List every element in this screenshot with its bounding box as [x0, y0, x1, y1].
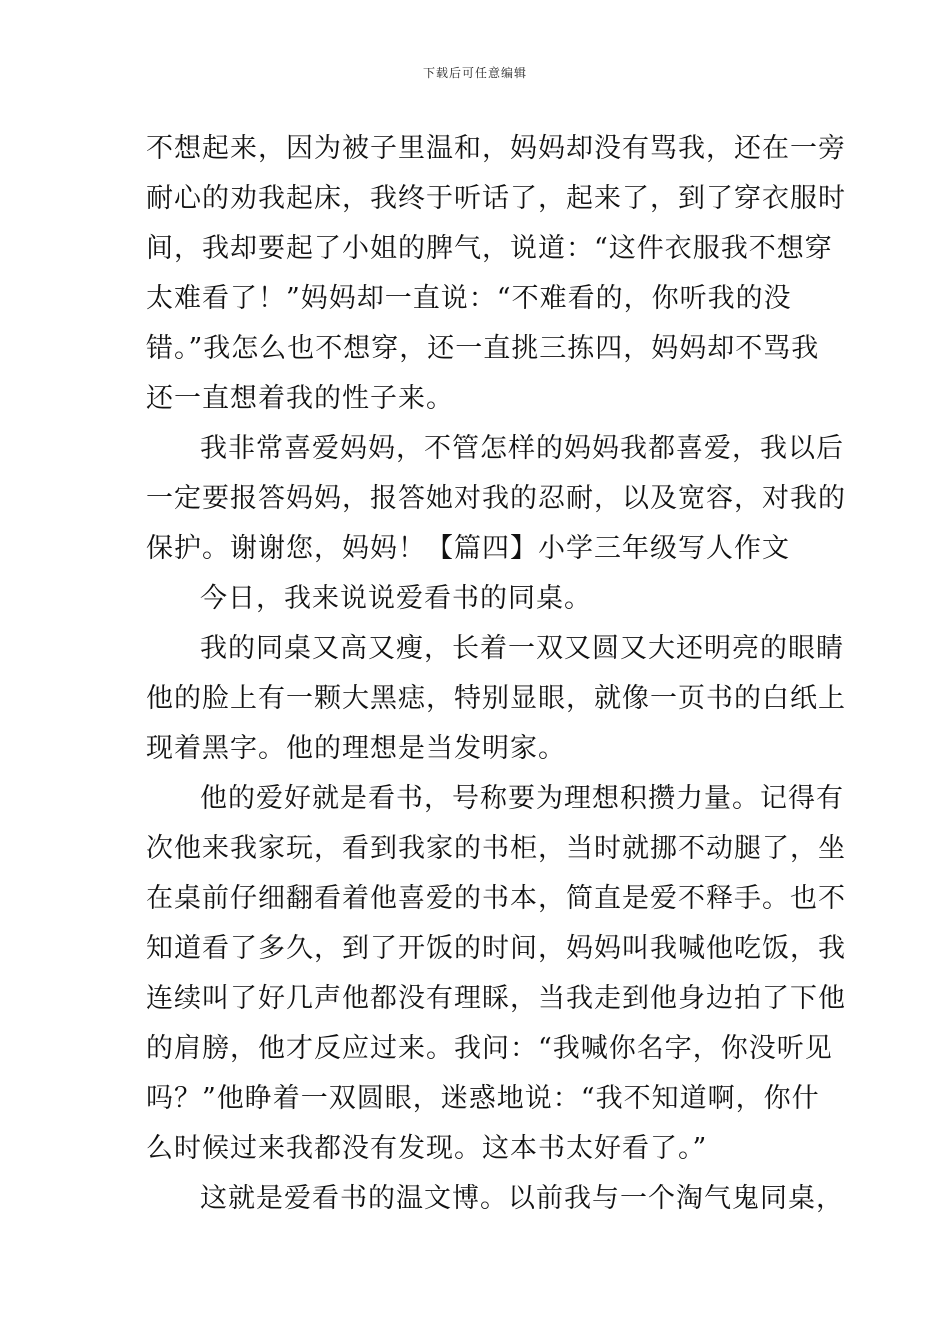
text-line: 错。”我怎么也不想穿，还一直挑三拣四，妈妈却不骂我 — [146, 333, 820, 364]
text-line: 耐心的劝我起床，我终于听话了，起来了，到了穿衣服时 — [146, 183, 846, 214]
text-line: 他的爱好就是看书，号称要为理想积攒力量。记得有 — [200, 783, 844, 814]
text-line: 么时候过来我都没有发现。这本书太好看了。” — [146, 1133, 708, 1164]
text-line: 在桌前仔细翻看着他喜爱的书本，简直是爱不释手。也不 — [146, 883, 846, 914]
text-line: 太难看了！”妈妈却一直说：“不难看的，你听我的没 — [146, 283, 792, 314]
text-line: 连续叫了好几声他都没有理睬，当我走到他身边拍了下他 — [146, 983, 846, 1014]
text-line: 吗？”他睁着一双圆眼，迷惑地说：“我不知道啊，你什 — [146, 1083, 820, 1114]
page-header: 下载后可任意编辑 — [422, 66, 527, 80]
text-line: 一定要报答妈妈，报答她对我的忍耐，以及宽容，对我的 — [146, 483, 846, 514]
text-line: 现着黑字。他的理想是当发明家。 — [146, 733, 566, 764]
text-line: 他的脸上有一颗大黑痣，特别显眼，就像一页书的白纸上 — [146, 683, 846, 714]
text-line: 今日，我来说说爱看书的同桌。 — [200, 583, 592, 614]
text-line: 我的同桌又高又瘦，长着一双又圆又大还明亮的眼睛 — [200, 633, 844, 664]
text-line: 我非常喜爱妈妈，不管怎样的妈妈我都喜爱，我以后 — [200, 433, 844, 464]
text-line: 知道看了多久，到了开饭的时间，妈妈叫我喊他吃饭，我 — [146, 933, 846, 964]
document-body — [146, 124, 846, 1224]
text-line: 不想起来，因为被子里温和，妈妈却没有骂我，还在一旁 — [146, 133, 846, 164]
text-line: 保护。谢谢您，妈妈！【篇四】小学三年级写人作文 — [146, 533, 790, 564]
text-line: 间，我却要起了小姐的脾气，说道：“这件衣服我不想穿 — [146, 233, 833, 264]
text-line: 的肩膀，他才反应过来。我问：“我喊你名字，你没听见 — [146, 1033, 833, 1064]
text-line: 次他来我家玩，看到我家的书柜，当时就挪不动腿了，坐 — [146, 833, 846, 864]
text-line: 还一直想着我的性子来。 — [146, 383, 454, 414]
text-line: 这就是爱看书的温文博。以前我与一个淘气鬼同桌， — [200, 1183, 844, 1214]
